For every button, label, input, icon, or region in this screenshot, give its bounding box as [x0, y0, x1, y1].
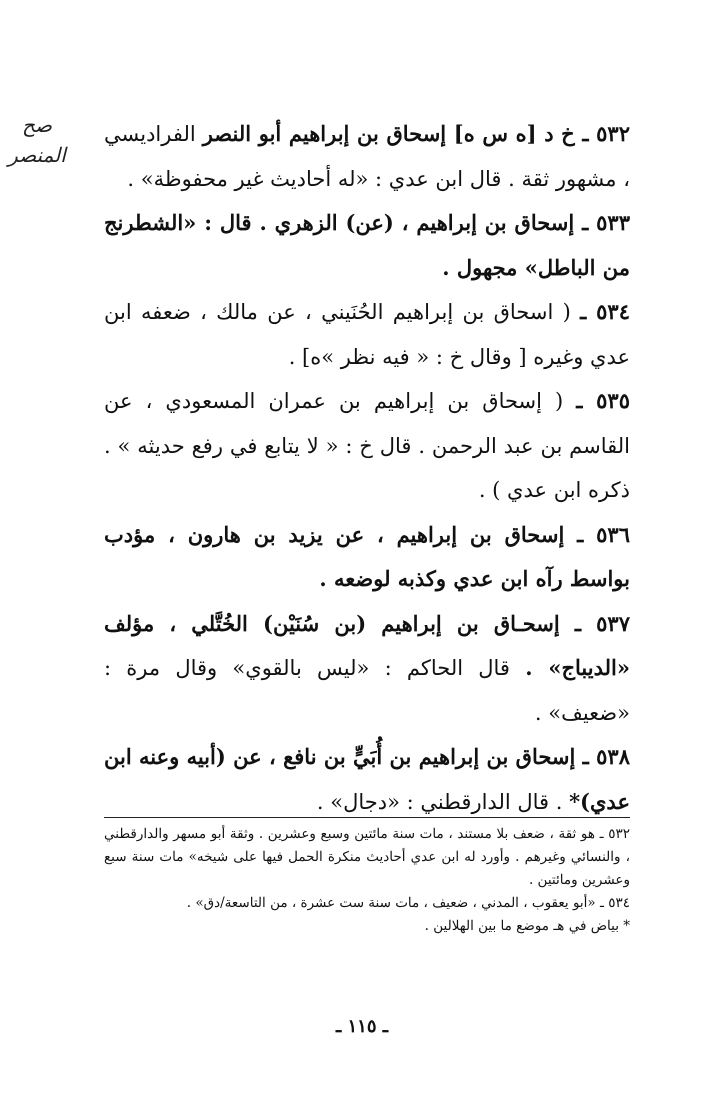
entry-535 — [104, 379, 630, 513]
entry-text: قال الحاكم : «ليس بالقوي» وقال مرة : «ضعيف» . — [104, 656, 630, 725]
entry-number: ٥٣٧ — [596, 610, 630, 636]
entry-number: ٥٣٤ — [596, 299, 630, 324]
margin-note-line-2: المنصر — [8, 143, 66, 167]
entry-heading: ـ إسحـاق بن إبراهيم (بن سُنَيْن) الخُتَّلي ، مؤلف «الديباج» . — [104, 610, 630, 680]
entry-heading: ـ إسحاق بن إبراهيم ، (عن) الزهري . قال : «الشطرنج من الباطل» مجهول . — [104, 210, 630, 280]
entry-536 — [104, 513, 630, 602]
margin-note-line-1: صح — [22, 113, 52, 137]
entry-text: ( إسحاق بن إبراهيم بن عمران المسعودي ، عن القاسم بن عبد الرحمن . قال خ : « لا يتابع في رفع حديثه » . ذكره ابن عدي ) . — [104, 389, 630, 502]
entry-heading: ـ إسحاق بن إبراهيم بن أُبَيٍّ بن نافع ، عن (أبيه وعنه ابن عدي)* — [104, 744, 630, 814]
entry-number: ٥٣٦ — [596, 521, 630, 547]
entry-heading: ـ خ د [ه س ه] إسحاق بن إبراهيم أبو النصر — [202, 121, 597, 146]
entry-534 — [104, 290, 630, 379]
entry-number: ٥٣٣ — [596, 210, 630, 235]
footnote-divider — [104, 817, 630, 818]
footnotes — [104, 823, 630, 938]
footnote-532: ٥٣٢ ـ هو ثقة ، ضعف بلا مستند ، مات سنة مائتين وسبع وعشرين . وثقة أبو مسهر والدارقطني ، والنسائي وغيرهم . وأورد له ابن عدي أحاديث منكرة الحمل فيها على شيخه» مات سنة سبع وعشرين ومائتين . — [104, 826, 630, 888]
entry-533 — [104, 201, 630, 290]
entry-text: الفراديسي ، مشهور ثقة . قال ابن عدي : «له أحاديث غير محفوظة» . — [104, 122, 630, 191]
entry-number: ٥٣٨ — [596, 744, 630, 769]
entry-heading: ـ — [580, 299, 597, 324]
footnote-534: ٥٣٤ ـ «أبو يعقوب ، المدني ، ضعيف ، مات سنة ست عشرة ، من التاسعة/دق» . — [186, 895, 630, 911]
entry-heading: ـ إسحاق بن إبراهيم ، عن يزيد بن هارون ، مؤدب بواسط رآه ابن عدي وكذبه لوضعه . — [104, 521, 630, 591]
entry-heading: ـ — [576, 388, 597, 413]
entry-538 — [104, 735, 630, 824]
entry-number: ٥٣٥ — [596, 388, 630, 413]
page-number: ـ ١١٥ ـ — [335, 1016, 389, 1037]
entry-number: ٥٣٢ — [596, 121, 630, 146]
main-text — [104, 112, 630, 824]
footnote-asterisk: * بياض في هـ موضع ما بين الهلالين . — [424, 918, 630, 934]
entry-532 — [104, 112, 630, 201]
entry-text: ( اسحاق بن إبراهيم الحُنَيني ، عن مالك ، ضعفه ابن عدي وغيره [ وقال خ : « فيه نظر »ه] . — [104, 300, 630, 369]
entry-537 — [104, 602, 630, 736]
entry-text: . قال الدارقطني : «دجال» . — [316, 789, 570, 814]
margin-note — [4, 110, 70, 170]
